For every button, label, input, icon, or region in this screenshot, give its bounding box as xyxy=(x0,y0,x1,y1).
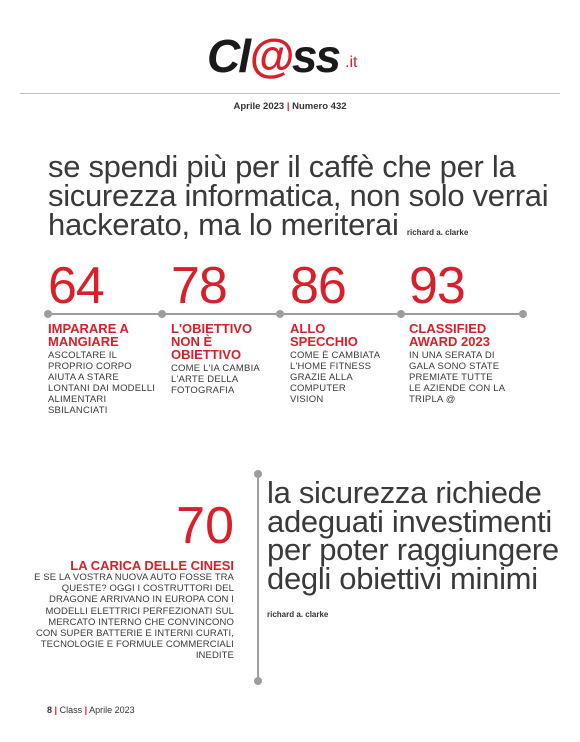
feature-description: ASCOLTARE IL PROPRIO CORPO AIUTA A STARE LONTANI DAI MODELLI ALIMENTARI SBILANCIATI xyxy=(48,350,156,416)
feature-page-number: 78 xyxy=(171,257,227,315)
feature-title: L'OBIETTIVO NON È OBIETTIVO xyxy=(171,321,253,362)
quote-author: richard a. clarke xyxy=(406,228,469,237)
quote-author: richard a. clarke xyxy=(267,610,329,619)
page-number: 8 xyxy=(47,705,53,715)
issue-date: Aprile 2023 xyxy=(233,101,285,112)
logo-suffix: ss xyxy=(291,30,340,82)
feature-title[interactable]: LA CARICA DELLE CINESI xyxy=(70,558,234,573)
feature-item[interactable] xyxy=(290,257,395,405)
feature-page-number: 93 xyxy=(409,257,465,315)
feature-page-number: 70 xyxy=(176,497,234,555)
footer-brand: Class xyxy=(59,705,83,715)
feature-page-number: 64 xyxy=(48,257,104,315)
feature-item[interactable] xyxy=(171,257,276,396)
issue-separator: | xyxy=(286,101,290,112)
divider-dot xyxy=(254,677,262,685)
logo-wordmark xyxy=(207,30,339,82)
logo-prefix: Cl xyxy=(207,30,249,82)
footer-date: Aprile 2023 xyxy=(89,705,135,715)
footer-separator: | xyxy=(54,705,58,715)
feature-description: COME L'IA CAMBIA L'ARTE DELLA FOTOGRAFIA xyxy=(171,363,260,396)
feature-description: COME È CAMBIATA L'HOME FITNESS GRAZIE ALLA COMPUTER VISION xyxy=(290,350,380,405)
feature-item[interactable] xyxy=(48,257,158,416)
feature-page-number: 86 xyxy=(290,257,346,315)
feature-description: IN UNA SERATA DI GALA SONO STATE PREMIATE TUTTE LE AZIENDE CON LA TRIPLA @ xyxy=(409,350,505,405)
class-logo xyxy=(207,30,377,82)
issue-number: Numero 432 xyxy=(292,101,347,112)
timeline-dot xyxy=(276,310,284,318)
divider-dot xyxy=(254,470,262,478)
timeline-dot xyxy=(397,310,405,318)
page-footer xyxy=(47,705,135,715)
feature-description: E SE LA VOSTRA NUOVA AUTO FOSSE TRA QUESTE? OGGI I COSTRUTTORI DEL DRAGONE ARRIVANO IN EUROPA CON I MODELLI ELETTRICI PERFEZIONATI SUL MERCATO INTERNO CHE CONVINCONO CON SUPER BATTERIE E INTERNI CURATI, TECNOLOGIE E FORMULE COMMERCIALI INEDITE xyxy=(34,572,234,662)
vertical-divider xyxy=(257,473,259,681)
feature-title: CLASSIFIED AWARD 2023 xyxy=(409,321,490,349)
footer-separator: | xyxy=(84,705,88,715)
logo-tld: .it xyxy=(345,54,358,71)
timeline-dot xyxy=(158,310,166,318)
quote-text: se spendi più per il caffè che per la sicurezza informatica, non solo verrai hackerato, ma lo meriterai xyxy=(48,149,549,242)
logo-at-symbol: @ xyxy=(249,30,292,82)
feature-title: IMPARARE A MANGIARE xyxy=(48,321,129,349)
issue-info xyxy=(0,101,580,112)
feature-title: ALLO SPECCHIO xyxy=(290,321,358,349)
feature-item[interactable] xyxy=(409,257,527,405)
opening-quote xyxy=(48,149,558,247)
header-divider xyxy=(20,93,560,94)
closing-quote xyxy=(267,475,567,630)
quote-text: la sicurezza richiede adeguati investimenti per poter raggiungere degli obiettivi minimi xyxy=(267,475,559,596)
